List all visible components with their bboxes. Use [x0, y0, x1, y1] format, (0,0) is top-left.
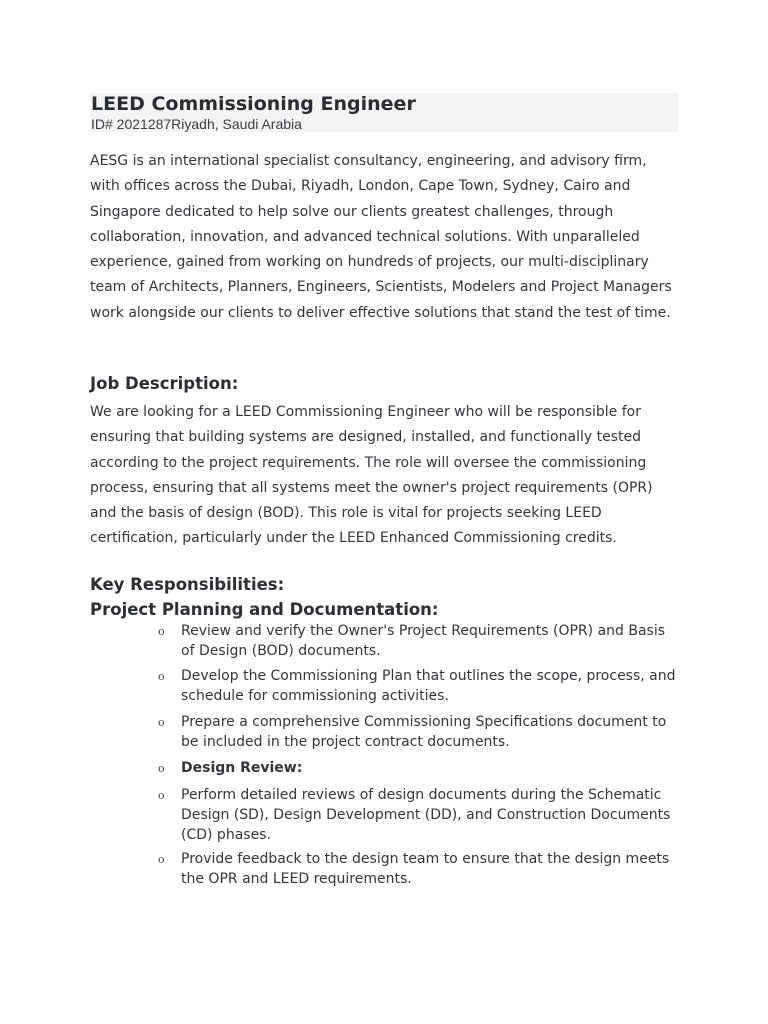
bullet-marker: o — [158, 789, 165, 802]
bullet-marker: o — [158, 670, 165, 683]
job-header — [90, 93, 678, 132]
design-review-subheading: Design Review: — [181, 760, 303, 776]
list-item-text: Provide feedback to the design team to ensure that the design meets the OPR and LEED requirements. — [181, 851, 670, 887]
key-responsibilities-heading: Key Responsibilities: — [90, 575, 285, 594]
bullet-marker: o — [158, 762, 165, 775]
list-item-text: Review and verify the Owner's Project Requirements (OPR) and Basis of Design (BOD) documents. — [181, 623, 666, 659]
job-id-location: ID# 2021287Riyadh, Saudi Arabia — [91, 116, 302, 132]
bullet-marker: o — [158, 625, 165, 638]
list-item-text: Perform detailed reviews of design documents during the Schematic Design (SD), Design Development (DD), and Construction Documents (CD) phases. — [181, 787, 671, 843]
job-description-paragraph: We are looking for a LEED Commissioning Engineer who will be responsible for ensuring that building systems are designed, installed, and functionally tested according to the project requirements. The role will oversee the commissioning process, ensuring that all systems meet the owner's project requirements (OPR) and the basis of design (BOD). This role is vital for projects seeking LEED certification, particularly under the LEED Enhanced Commissioning credits. — [90, 404, 653, 547]
job-title: LEED Commissioning Engineer — [91, 93, 416, 115]
list-item-text: Prepare a comprehensive Commissioning Specifications document to be included in the project contract documents. — [181, 714, 667, 750]
company-intro-paragraph: AESG is an international specialist consultancy, engineering, and advisory firm, with offices across the Dubai, Riyadh, London, Cape Town, Sydney, Cairo and Singapore dedicated to help solve our clients greatest challenges, through collaboration, innovation, and advanced technical solutions. With unparalleled experience, gained from working on hundreds of projects, our multi-disciplinary team of Architects, Planners, Engineers, Scientists, Modelers and Project Managers work alongside our clients to deliver effective solutions that stand the test of time. — [90, 153, 672, 321]
bullet-marker: o — [158, 716, 165, 729]
list-item-text: Develop the Commissioning Plan that outlines the scope, process, and schedule for commissioning activities. — [181, 668, 676, 704]
document-page — [90, 93, 678, 887]
job-description-heading: Job Description: — [90, 374, 239, 393]
project-planning-heading: Project Planning and Documentation: — [90, 600, 439, 619]
bullet-marker: o — [158, 853, 165, 866]
